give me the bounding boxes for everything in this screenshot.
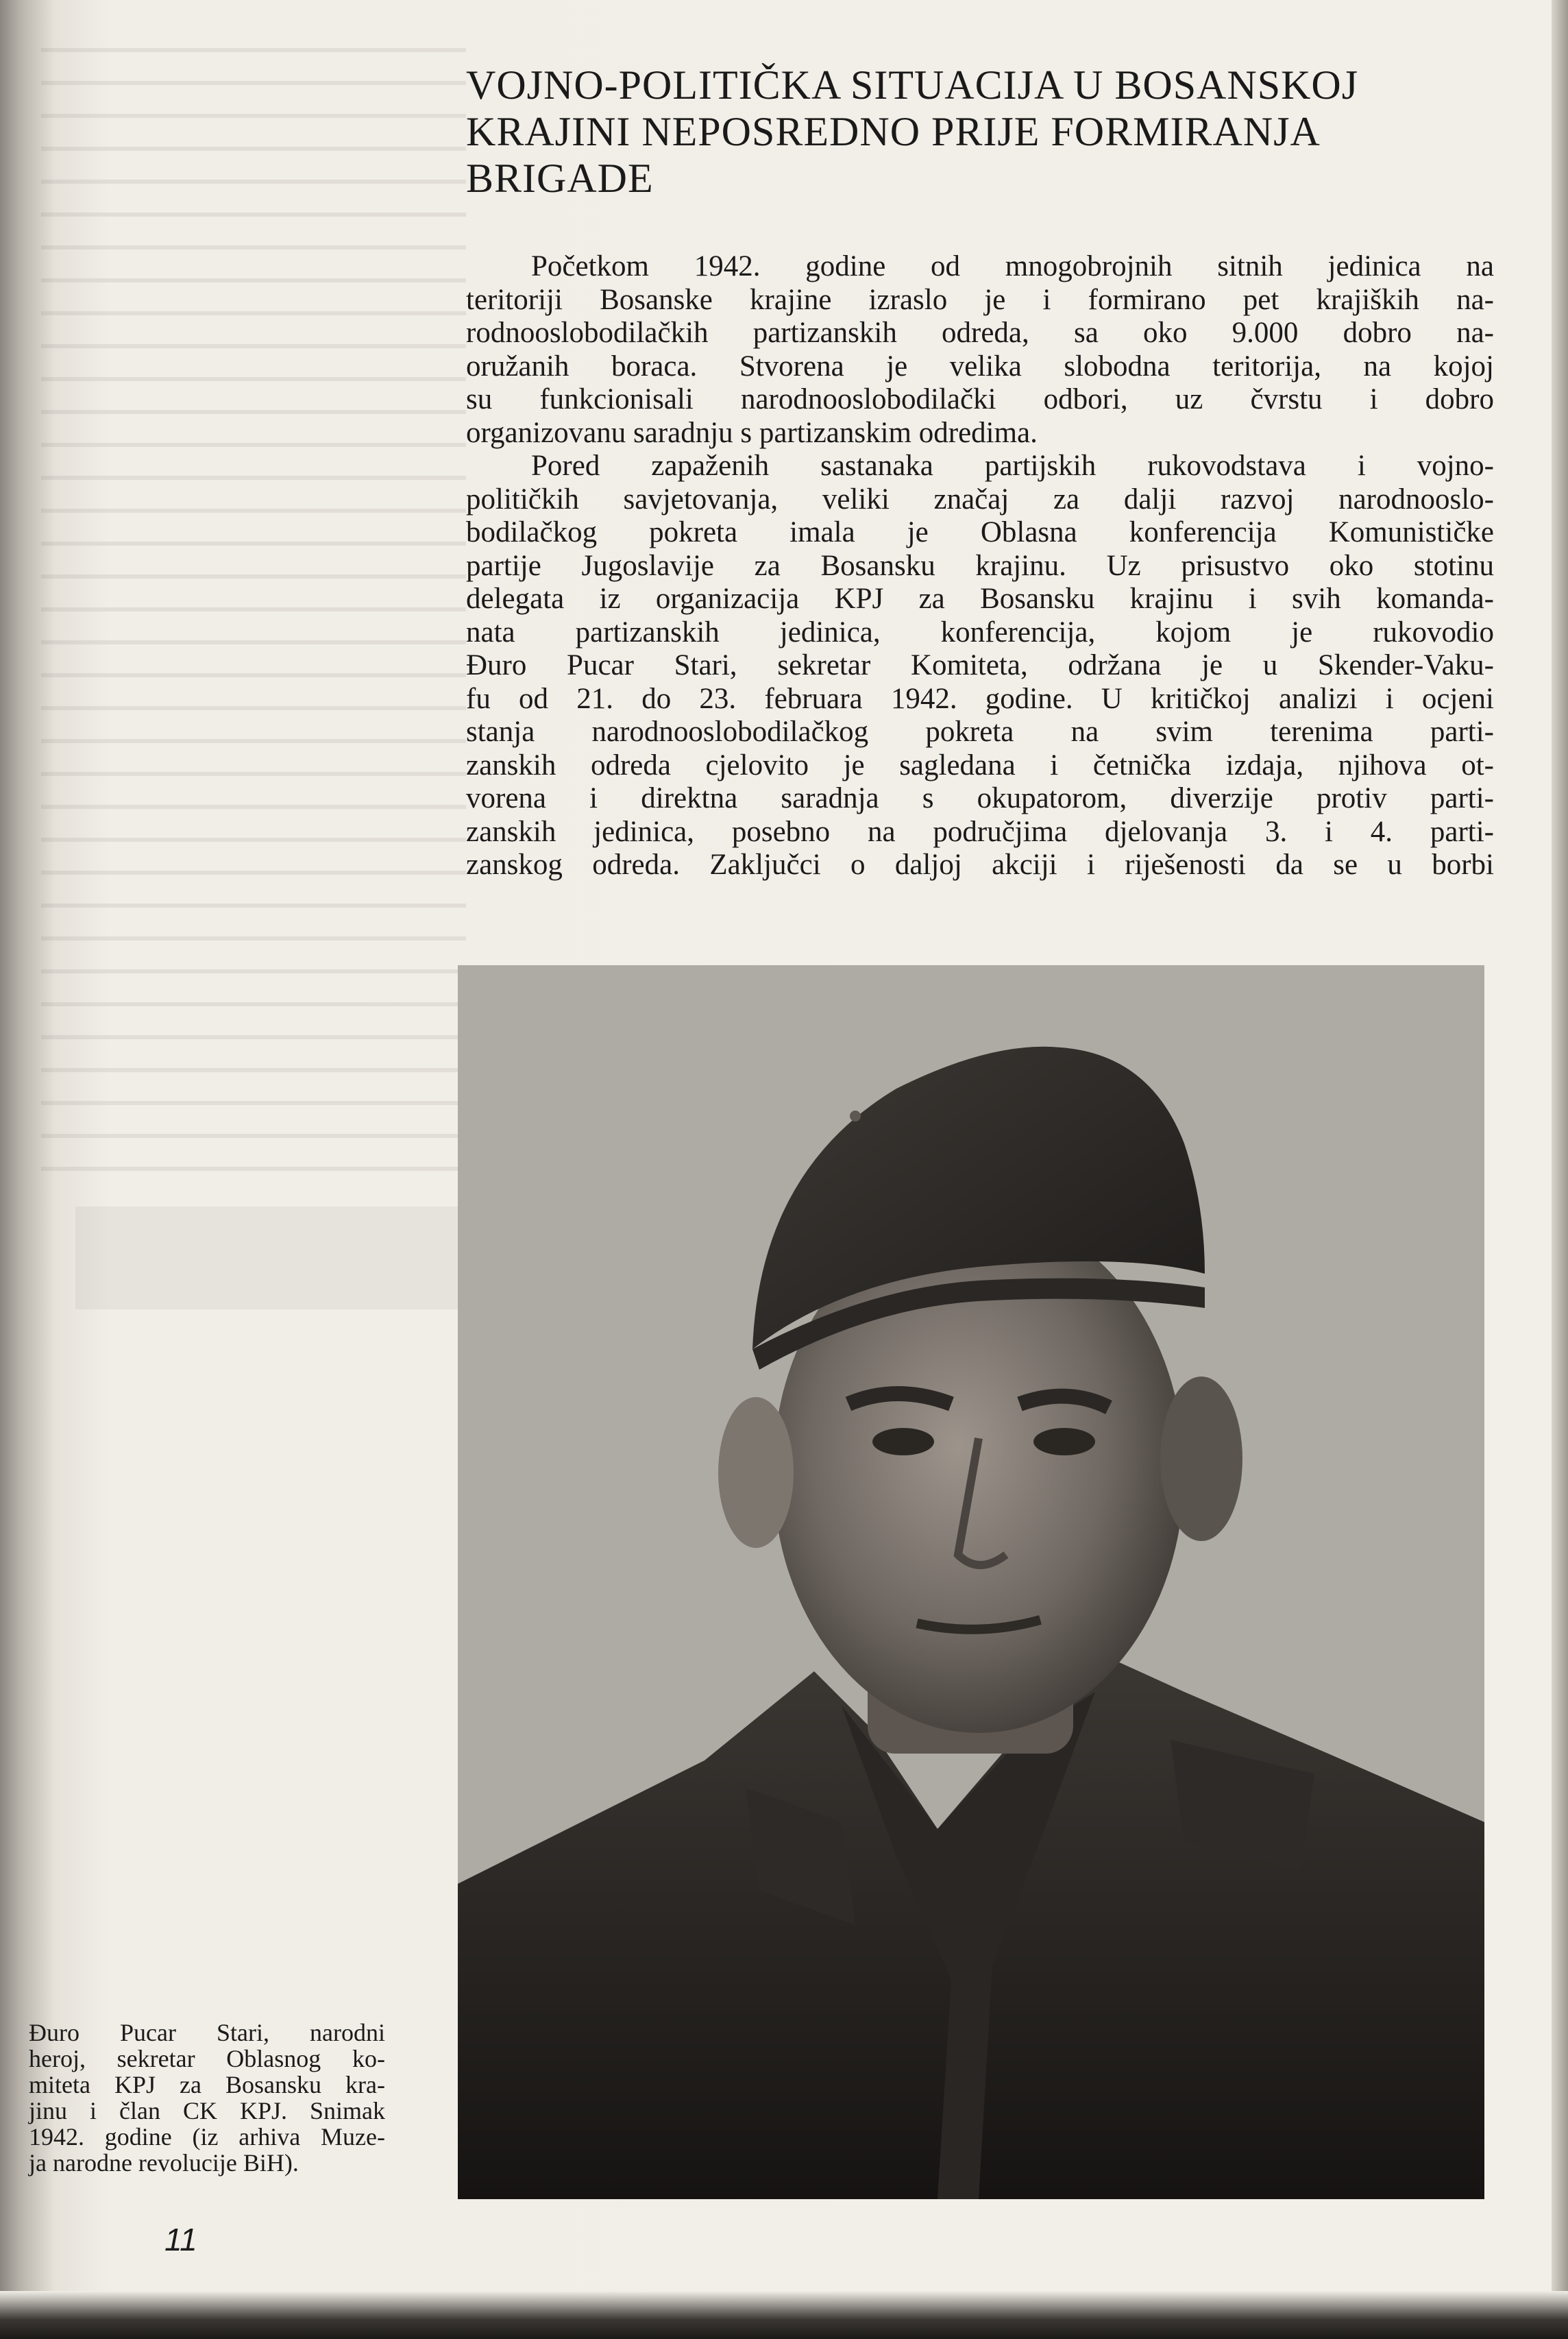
caption-line: ja narodne revolucije BiH). xyxy=(29,2149,299,2177)
body-line: fu od 21. do 23. februara 1942. godine. U kritičkoj analizi i ocjeni xyxy=(466,682,1494,715)
body-line: Pored zapaženih sastanaka partijskih rukovodstava i vojno- xyxy=(531,450,1494,482)
portrait-photo xyxy=(458,965,1484,2199)
page-edge-right xyxy=(1552,0,1568,2339)
body-line: bodilačkog pokreta imala je Oblasna konferencija Komunističke xyxy=(466,516,1494,548)
body-line: zanskog odreda. Zaključci o daljoj akciji i riješenosti da se u borbi xyxy=(466,849,1494,881)
page-edge-bottom xyxy=(0,2291,1568,2339)
body-line: stanja narodnooslobodilačkog pokreta na svim terenima parti- xyxy=(466,716,1494,748)
title-line: BRIGADE xyxy=(466,156,654,201)
body-line: organizovanu saradnju s partizanskim odredima. xyxy=(466,416,1038,449)
body-line: oružanih boraca. Stvorena je velika slobodna teritorija, na kojoj xyxy=(466,350,1494,383)
body-line: rodnooslobodilačkih partizanskih odreda, sa oko 9.000 dobro na- xyxy=(466,317,1494,349)
body-line: teritoriji Bosanske krajine izraslo je i formirano pet krajiških na- xyxy=(466,283,1494,316)
body-line: vorena i direktna saradnja s okupatorom, diverzije protiv parti- xyxy=(466,782,1494,814)
body-line: nata partizanskih jedinica, konferencija, kojom je rukovodio xyxy=(466,616,1494,649)
caption-line: 1942. godine (iz arhiva Muze- xyxy=(29,2123,385,2150)
body-line: političkih savjetovanja, veliki značaj za dalji razvoj narodnooslo- xyxy=(466,483,1494,516)
caption-line: jinu i član CK KPJ. Snimak xyxy=(29,2097,385,2124)
show-through-image xyxy=(75,1207,459,1309)
title-line: KRAJINI NEPOSREDNO PRIJE FORMIRANJA xyxy=(466,109,1321,154)
body-line: partije Jugoslavije za Bosansku krajinu. Uz prisustvo oko stotinu xyxy=(466,549,1494,582)
photo-caption xyxy=(29,2020,385,2176)
caption-line: miteta KPJ za Bosansku kra- xyxy=(29,2071,385,2098)
show-through-text xyxy=(41,48,466,1200)
caption-line: heroj, sekretar Oblasnog ko- xyxy=(29,2045,385,2072)
portrait-illustration xyxy=(458,965,1484,2199)
title-line: VOJNO-POLITIČKA SITUACIJA U BOSANSKOJ xyxy=(466,62,1359,108)
body-line: Početkom 1942. godine od mnogobrojnih sitnih jedinica na xyxy=(531,250,1494,282)
body-line: Đuro Pucar Stari, sekretar Komiteta, održana je u Skender-Vaku- xyxy=(466,649,1494,681)
body-line: zanskih jedinica, posebno na područjima djelovanja 3. i 4. parti- xyxy=(466,815,1494,848)
body-line: zanskih odreda cjelovito je sagledana i četnička izdaja, njihova ot- xyxy=(466,749,1494,781)
caption-line: Đuro Pucar Stari, narodni xyxy=(29,2019,385,2046)
body-line: su funkcionisali narodnooslobodilački odbori, uz čvrstu i dobro xyxy=(466,383,1494,415)
page-number: 11 xyxy=(164,2222,197,2257)
body-text xyxy=(466,250,1494,882)
body-line: delegata iz organizacija KPJ za Bosansku krajinu i svih komanda- xyxy=(466,583,1494,615)
page-title xyxy=(466,62,1494,202)
